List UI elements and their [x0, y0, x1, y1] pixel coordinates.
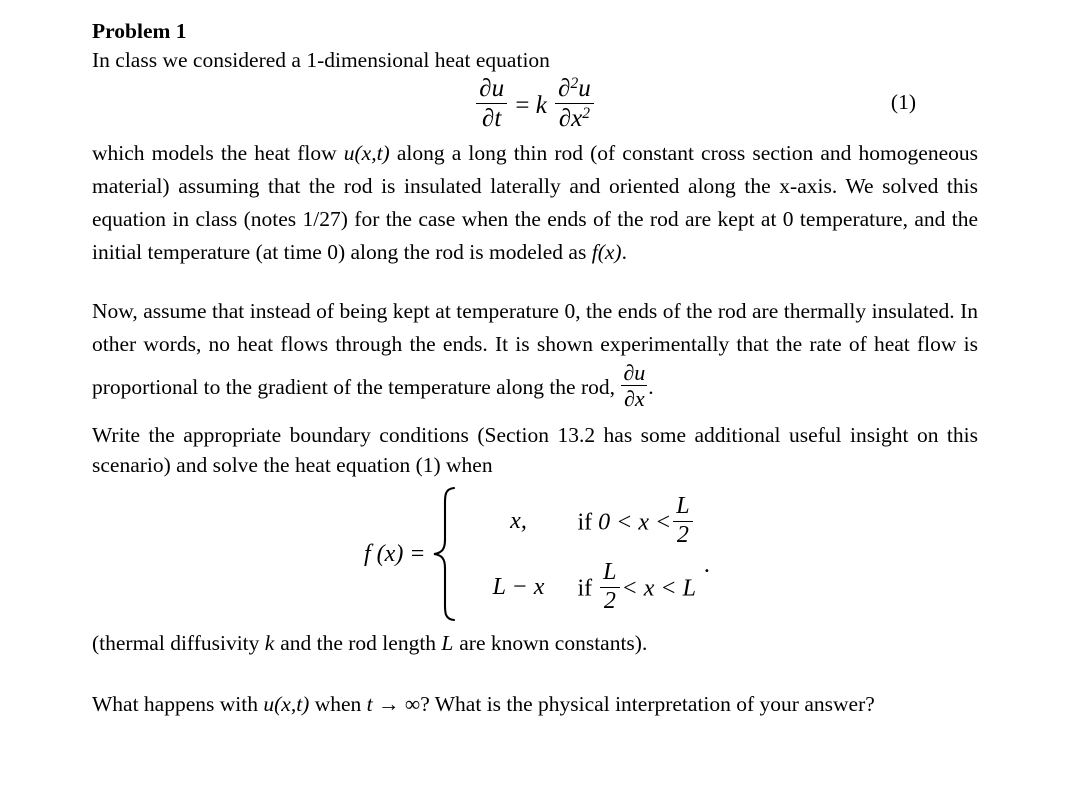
- paragraph-1: [92, 137, 978, 269]
- piecewise-row-1-condition: [578, 494, 695, 549]
- piecewise-row-2-value: L − x: [492, 573, 545, 600]
- paragraph-2-text-b: .: [648, 375, 654, 399]
- piecewise-lhs: f (x) =: [364, 540, 426, 567]
- paragraph-4-text-a: (thermal diffusivity: [92, 631, 265, 656]
- piecewise-rows: [460, 492, 710, 616]
- piecewise-row-1-frac-den: 2: [676, 521, 689, 548]
- paragraph-4: [92, 628, 978, 658]
- paragraph-spacer-3: [92, 658, 978, 688]
- paragraph-1-text-b: along a long thin rod (of constant cross section and homogeneous material) assuming that the rod is insulated laterally and oriented along the x-axis. We solved this equation in class (notes 1/27) for the case when the ends of the rod are kept at 0 temperature, and the initial temperature (at time 0) along the rod is modeled as: [92, 141, 978, 264]
- inline-math-f-of-x: f(x): [591, 240, 622, 264]
- paragraph-1-text-c: .: [621, 240, 627, 264]
- infinity-symbol: ∞: [404, 692, 421, 717]
- inline-math-L: L: [441, 631, 454, 656]
- inline-fraction-du-dx: [621, 361, 647, 410]
- page-title: Problem 1: [92, 19, 187, 43]
- intro-line: In class we considered a 1-dimensional heat equation: [92, 48, 550, 72]
- curly-brace-icon: [430, 485, 456, 623]
- inline-fraction-numerator: ∂u: [623, 360, 646, 385]
- equation-1-lhs-fraction: [476, 75, 507, 132]
- piecewise-row-1-frac-num: L: [673, 494, 692, 522]
- equation-1-rhs-fraction: [555, 75, 594, 132]
- piecewise-row-2-cond-rhs: < x < L: [621, 575, 696, 602]
- paragraph-5-text-b: when: [309, 692, 367, 717]
- piecewise-definition: [92, 480, 978, 628]
- equation-1-number: (1): [890, 90, 916, 114]
- equation-1-expression: [92, 75, 978, 132]
- partial-x-symbol: ∂x: [558, 105, 583, 132]
- piecewise-row-1-value: x,: [510, 507, 527, 534]
- piecewise-row-2-fraction: [600, 560, 619, 615]
- piecewise-row-1: [460, 492, 696, 550]
- paragraph-5-text-a: What happens with: [92, 692, 264, 717]
- inline-math-u-of-x-t-2: u(x,t): [263, 692, 310, 717]
- paragraph-2-text-a: Now, assume that instead of being kept at temperature 0, the ends of the rod are thermally insulated. In other words, no heat flows through the ends. It is shown experimentally that the rate of heat flow is proportional to the gradient of the temperature along the rod,: [92, 299, 978, 399]
- piecewise-row-1-cond-lhs: 0 < x <: [598, 509, 672, 536]
- piecewise-row-1-if: if: [577, 509, 593, 536]
- inline-math-t: t: [366, 692, 373, 717]
- piecewise-row-2: [460, 552, 710, 616]
- paragraph-5-text-c: ? What is the physical interpretation of your answer?: [420, 692, 875, 717]
- paragraph-spacer-1: [92, 269, 978, 295]
- equation-1-rhs-num-exponent: 2: [570, 74, 579, 92]
- paragraph-2: [92, 295, 978, 410]
- equation-1-lhs-denominator: ∂t: [482, 105, 502, 132]
- equation-1-equals: =: [515, 92, 530, 119]
- equation-1-coefficient: k: [535, 92, 547, 119]
- piecewise-row-2-frac-den: 2: [603, 587, 616, 614]
- paragraph-1-text-a: which models the heat flow: [92, 141, 344, 165]
- equation-1-rhs-numerator: [555, 75, 594, 104]
- piecewise-row-2-condition: [578, 560, 696, 615]
- piecewise-row-2-if: if: [577, 575, 593, 602]
- paragraph-spacer-2: [92, 410, 978, 420]
- paragraph-4-text-b: and the rod length: [274, 631, 442, 656]
- piecewise-inner: [364, 480, 710, 628]
- equation-1-lhs-numerator: ∂u: [476, 75, 507, 104]
- paragraph-5: [92, 688, 978, 721]
- piecewise-row-2-frac-num: L: [600, 560, 619, 588]
- partial-symbol: ∂: [558, 75, 571, 102]
- piecewise-trailing-period: .: [703, 552, 710, 579]
- paragraph-4-text-c: are known constants).: [453, 631, 648, 656]
- inline-math-k: k: [264, 631, 275, 656]
- equation-1-rhs-num-var: u: [578, 75, 591, 102]
- equation-1-rhs-den-exponent: 2: [582, 104, 591, 122]
- document-body: [92, 18, 978, 721]
- equation-1-rhs-denominator: [555, 104, 594, 132]
- inline-fraction-denominator: ∂x: [623, 386, 645, 412]
- arrow-icon: →: [378, 692, 400, 717]
- inline-math-u-of-x-t: u(x,t): [343, 141, 390, 165]
- display-equation-1: [92, 75, 978, 137]
- paragraph-3: Write the appropriate boundary conditions (Section 13.2 has some additional useful insight on this scenario) and solve the heat equation (1) when: [92, 423, 978, 478]
- piecewise-row-1-fraction: [673, 494, 692, 549]
